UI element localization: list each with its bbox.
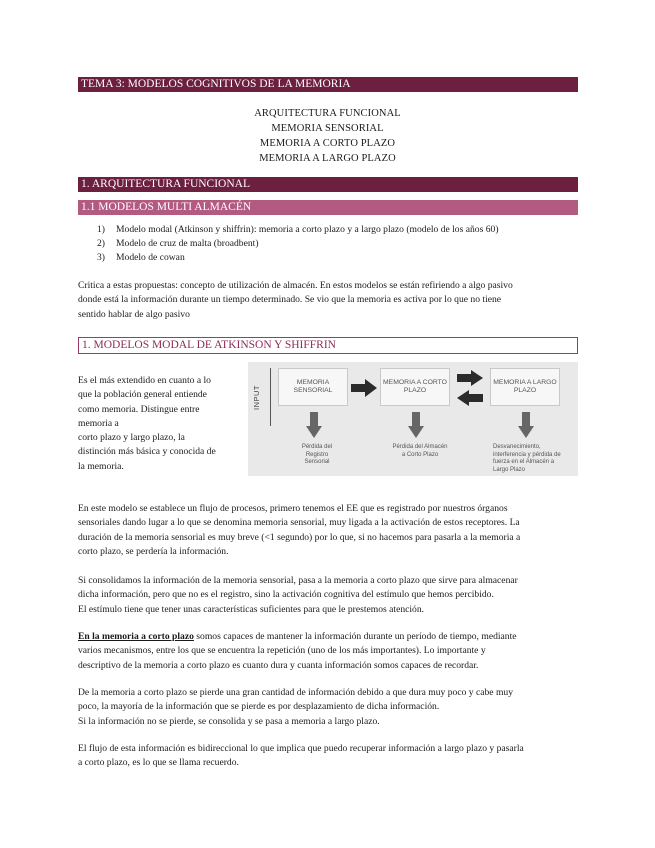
- long-term-loss-caption: Desvanecimiento, interferencia y pérdida de fuerza en el Almacén a Largo Plazo: [493, 444, 561, 473]
- side-description: Es el más extendido en cuanto a lo que la población general entiende como memoria. Distingue entre memoria a corto plazo y largo plazo, la distinción más básica y conocida de la memoria.: [78, 375, 216, 472]
- list-number: 3): [97, 252, 105, 263]
- contents-list: [0, 106, 655, 166]
- list-number: 2): [97, 238, 105, 249]
- title-bar: TEMA 3: MODELOS COGNITIVOS DE LA MEMORIA: [78, 77, 578, 92]
- paragraph-bidirectional: El flujo de esta información es bidireccional lo que implica que puedo recuperar información a largo plazo y pasarla a corto plazo, es lo que se llama recuerdo.: [78, 743, 524, 769]
- long-term-memory-box: MEMORIA A LARGO PLAZO: [490, 368, 560, 406]
- paragraph-short-term: En la memoria a corto plazo somos capaces de mantener la información durante un período de tiempo, mediante varios mecanismos, entre los que se encuentra la repetición (uno de los más importantes). Lo importante y descriptivo de la memoria a corto plazo es cuanto dura y cuanta información somos capaces de recordar.: [78, 631, 517, 671]
- list-item: [97, 223, 499, 237]
- right-arrow-icon: [351, 379, 377, 397]
- right-arrow-icon: [457, 370, 483, 386]
- sensory-loss-caption: Pérdida del Registro Sensorial: [301, 444, 333, 465]
- paragraph-consolidation: Si consolidamos la información de la memoria sensorial, pasa a la memoria a corto plazo que sirve para almacenar dicha información, pero que no es el registro, sino la activación cognitiva del estímulo que hemos percibido. El estímulo tiene que tener unas características suficientes para que le prestemos atención.: [78, 575, 518, 615]
- models-list: [97, 223, 499, 265]
- list-number: 1): [97, 224, 105, 235]
- input-label: INPUT: [252, 385, 261, 411]
- left-arrow-icon: [457, 390, 483, 406]
- paragraph-flow: En este modelo se establece un flujo de procesos, primero tenemos el EE que es registrado por nuestros órganos sensoriales dando lugar a lo que se denomina memoria sensorial, muy ligada a la activación de estos receptores. La duración de la memoria sensorial es muy breve (<1 segundo) por lo que, si no hacemos para pasarla a la memoria a corto plazo, se perdería la información.: [78, 503, 521, 557]
- list-text: Modelo de cowan: [116, 252, 185, 263]
- paragraph-loss: De la memoria a corto plazo se pierde una gran cantidad de información debido a que dura muy poco y cabe muy poco, la mayoría de la información que se pierde es por desplazamiento de dicha información. Si la información no se pierde, se consolida y se pasa a memoria a largo plazo.: [78, 687, 514, 727]
- list-text: Modelo modal (Atkinson y shiffrin): memoria a corto plazo y a largo plazo (modelo de los años 60): [116, 224, 499, 235]
- short-term-memory-box: MEMORIA A CORTO PLAZO: [380, 368, 450, 406]
- subsection-heading-multialmacen: 1.1 MODELOS MULTI ALMACÉN: [78, 200, 578, 215]
- contents-item: MEMORIA A CORTO PLAZO: [259, 138, 396, 149]
- down-arrow-icon: [518, 412, 534, 438]
- short-term-loss-caption: Pérdida del Almacén a Corto Plazo: [392, 444, 448, 458]
- list-item: [97, 251, 499, 265]
- list-text: Modelo de cruz de malta (broadbent): [116, 238, 259, 249]
- section-heading-arquitectura: 1. ARQUITECTURA FUNCIONAL: [78, 177, 578, 192]
- contents-item: MEMORIA SENSORIAL: [271, 123, 384, 134]
- modal-model-diagram: [248, 362, 578, 476]
- down-arrow-icon: [306, 412, 322, 438]
- sensory-memory-box: MEMORIA SENSORIAL: [278, 368, 348, 406]
- contents-item: MEMORIA A LARGO PLAZO: [259, 153, 396, 164]
- list-item: [97, 237, 499, 251]
- input-line: [270, 368, 271, 426]
- contents-item: ARQUITECTURA FUNCIONAL: [254, 108, 401, 119]
- underlined-term: En la memoria a corto plazo: [78, 631, 194, 642]
- down-arrow-icon: [408, 412, 424, 438]
- section-heading-modal: 1. MODELOS MODAL DE ATKINSON Y SHIFFRIN: [78, 337, 578, 354]
- critique-paragraph: Critica a estas propuestas: concepto de utilización de almacén. En estos modelos se están refiriendo a algo pasivo donde está la información durante un tiempo determinado. Se vio que la memoria es activa por lo que no tiene sentido hablar de algo pasivo: [78, 280, 513, 320]
